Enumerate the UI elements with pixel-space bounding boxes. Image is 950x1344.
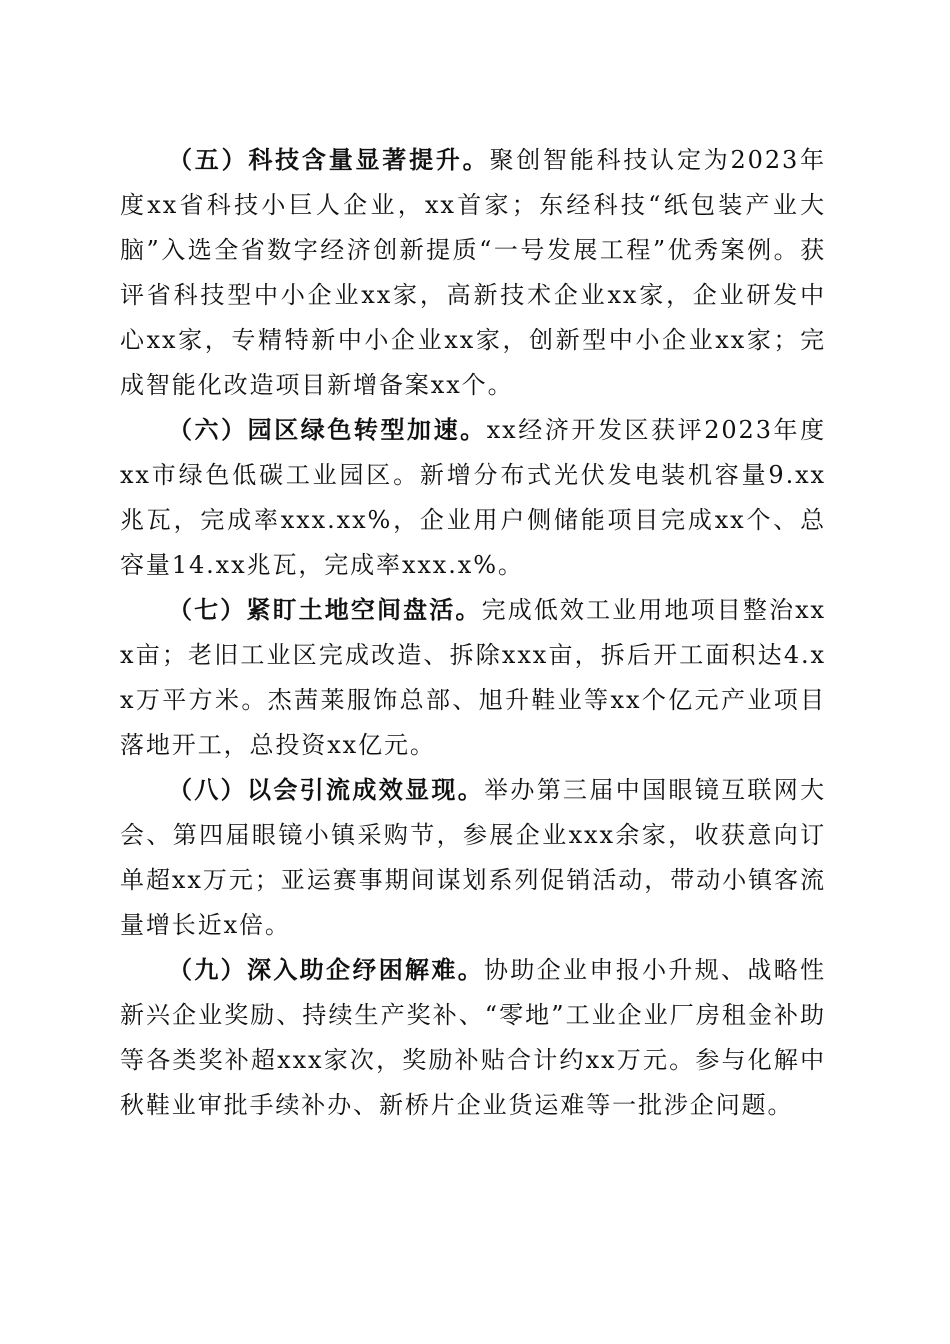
paragraph-9-heading: （九）深入助企纾困解难。 [168, 956, 485, 984]
document-body [120, 138, 826, 1128]
paragraph-7 [120, 588, 826, 768]
paragraph-7-body: 完成低效工业用地项目整治xxx亩；老旧工业区完成改造、拆除xxx亩，拆后开工面积达4.xx万平方米。杰茜莱服饰总部、旭升鞋业等xx个亿元产业项目落地开工，总投资xx亿元。 [120, 596, 826, 759]
paragraph-8 [120, 768, 826, 948]
paragraph-5-heading: （五）科技含量显著提升。 [168, 146, 490, 174]
paragraph-9 [120, 948, 826, 1128]
paragraph-5 [120, 138, 826, 408]
paragraph-8-heading: （八）以会引流成效显现。 [168, 776, 485, 804]
paragraph-6-heading: （六）园区绿色转型加速。 [168, 416, 487, 444]
paragraph-7-heading: （七）紧盯土地空间盘活。 [168, 596, 482, 624]
paragraph-6-body: xx经济开发区获评2023年度xx市绿色低碳工业园区。新增分布式光伏发电装机容量9.xx兆瓦，完成率xxx.xx%，企业用户侧储能项目完成xx个、总容量14.xx兆瓦，完成率xxx.x%。 [120, 416, 826, 579]
paragraph-8-body: 举办第三届中国眼镜互联网大会、第四届眼镜小镇采购节，参展企业xxx余家，收获意向订单超xx万元；亚运赛事期间谋划系列促销活动，带动小镇客流量增长近x倍。 [120, 776, 826, 939]
paragraph-6 [120, 408, 826, 588]
paragraph-5-body: 聚创智能科技认定为2023年度xx省科技小巨人企业，xx首家；东经科技“纸包装产业大脑”入选全省数字经济创新提质“一号发展工程”优秀案例。获评省科技型中小企业xx家，高新技术企业xx家，企业研发中心xx家，专精特新中小企业xx家，创新型中小企业xx家；完成智能化改造项目新增备案xx个。 [120, 146, 826, 399]
paragraph-9-body: 协助企业申报小升规、战略性新兴企业奖励、持续生产奖补、“零地”工业企业厂房租金补助等各类奖补超xxx家次，奖励补贴合计约xx万元。参与化解中秋鞋业审批手续补办、新桥片企业货运难等一批涉企问题。 [120, 956, 826, 1119]
